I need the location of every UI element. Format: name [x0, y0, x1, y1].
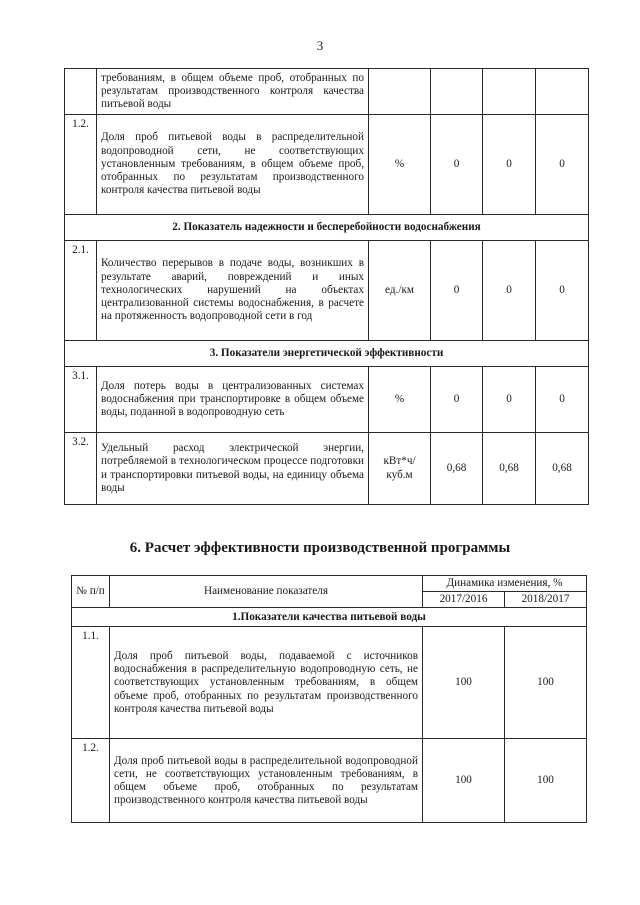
table-row: [65, 115, 589, 215]
row-value: 0: [431, 367, 483, 433]
table-row: [65, 433, 589, 505]
row-unit: %: [369, 115, 431, 215]
header-num: № п/п: [72, 576, 110, 608]
section-row: [65, 341, 589, 367]
row-value: 0: [483, 241, 536, 341]
row-unit: %: [369, 367, 431, 433]
header-col1: 2017/2016: [423, 592, 505, 608]
section-title: 1.Показатели качества питьевой воды: [72, 608, 587, 627]
row-description: требованиям, в общем объеме проб, отобранных по результатам производственного контроля качества питьевой воды: [97, 69, 369, 115]
row-number: 1.1.: [72, 627, 110, 739]
section-title: 3. Показатели энергетической эффективности: [65, 341, 589, 367]
row-value: [483, 69, 536, 115]
row-value: 0,68: [431, 433, 483, 505]
row-value: 0: [431, 115, 483, 215]
row-value: 0: [536, 115, 589, 215]
row-number: 3.1.: [65, 367, 97, 433]
row-value: [431, 69, 483, 115]
row-unit: кВт*ч/ куб.м: [369, 433, 431, 505]
row-description: Доля проб питьевой воды в распределительной водопроводной сети, не соответствующих установленным требованиям, в общем объеме проб, отобранных по результатам производственного контроля качества питьевой воды: [97, 115, 369, 215]
row-value: 100: [505, 739, 587, 823]
table-header-row: [72, 576, 587, 592]
row-value: 0: [536, 241, 589, 341]
row-value: 100: [423, 627, 505, 739]
row-number: 1.2.: [72, 739, 110, 823]
row-value: 0: [483, 367, 536, 433]
section-row: [65, 215, 589, 241]
header-col2: 2018/2017: [505, 592, 587, 608]
row-number: 3.2.: [65, 433, 97, 505]
row-value: [536, 69, 589, 115]
row-number: 2.1.: [65, 241, 97, 341]
row-number: 1.2.: [65, 115, 97, 215]
section-title: 2. Показатель надежности и бесперебойности водоснабжения: [65, 215, 589, 241]
table-row: [65, 69, 589, 115]
row-value: 100: [423, 739, 505, 823]
row-value: 0: [483, 115, 536, 215]
efficiency-table: [71, 575, 587, 823]
row-unit: ед./км: [369, 241, 431, 341]
table-row: [72, 739, 587, 823]
section-heading: 6. Расчет эффективности производственной программы: [129, 540, 511, 556]
row-value: 0,68: [536, 433, 589, 505]
row-number: [65, 69, 97, 115]
section-row: [72, 608, 587, 627]
row-value: 0: [536, 367, 589, 433]
row-value: 0: [431, 241, 483, 341]
row-description: Доля проб питьевой воды в распределительной водопроводной сети, не соответствующих установленным требованиям, в общем объеме проб, отобранных по результатам производственного контроля качества питьевой воды: [110, 739, 423, 823]
table-row: [65, 367, 589, 433]
row-description: Доля проб питьевой воды, подаваемой с источников водоснабжения в распределительную водопроводную сеть, не соответствующих установленным требованиям, в общем объеме проб, отобранных по результатам производственного контроля качества питьевой воды: [110, 627, 423, 739]
row-description: Доля потерь воды в централизованных системах водоснабжения при транспортировке в общем объеме воды, поданной в водопроводную сеть: [97, 367, 369, 433]
row-description: Удельный расход электрической энергии, потребляемой в технологическом процессе подготовки и транспортировки питьевой воды, на единицу объема воды: [97, 433, 369, 505]
indicators-table: [64, 68, 589, 505]
page-number: 3: [316, 38, 324, 53]
header-dynamics: Динамика изменения, %: [423, 576, 587, 592]
row-value: 100: [505, 627, 587, 739]
row-value: 0,68: [483, 433, 536, 505]
row-unit: [369, 69, 431, 115]
header-name: Наименование показателя: [110, 576, 423, 608]
table-row: [65, 241, 589, 341]
table-row: [72, 627, 587, 739]
row-description: Количество перерывов в подаче воды, возникших в результате аварий, повреждений и иных технологических нарушений на объектах централизованной системы водоснабжения, в расчете на протяженность водопроводной сети в год: [97, 241, 369, 341]
